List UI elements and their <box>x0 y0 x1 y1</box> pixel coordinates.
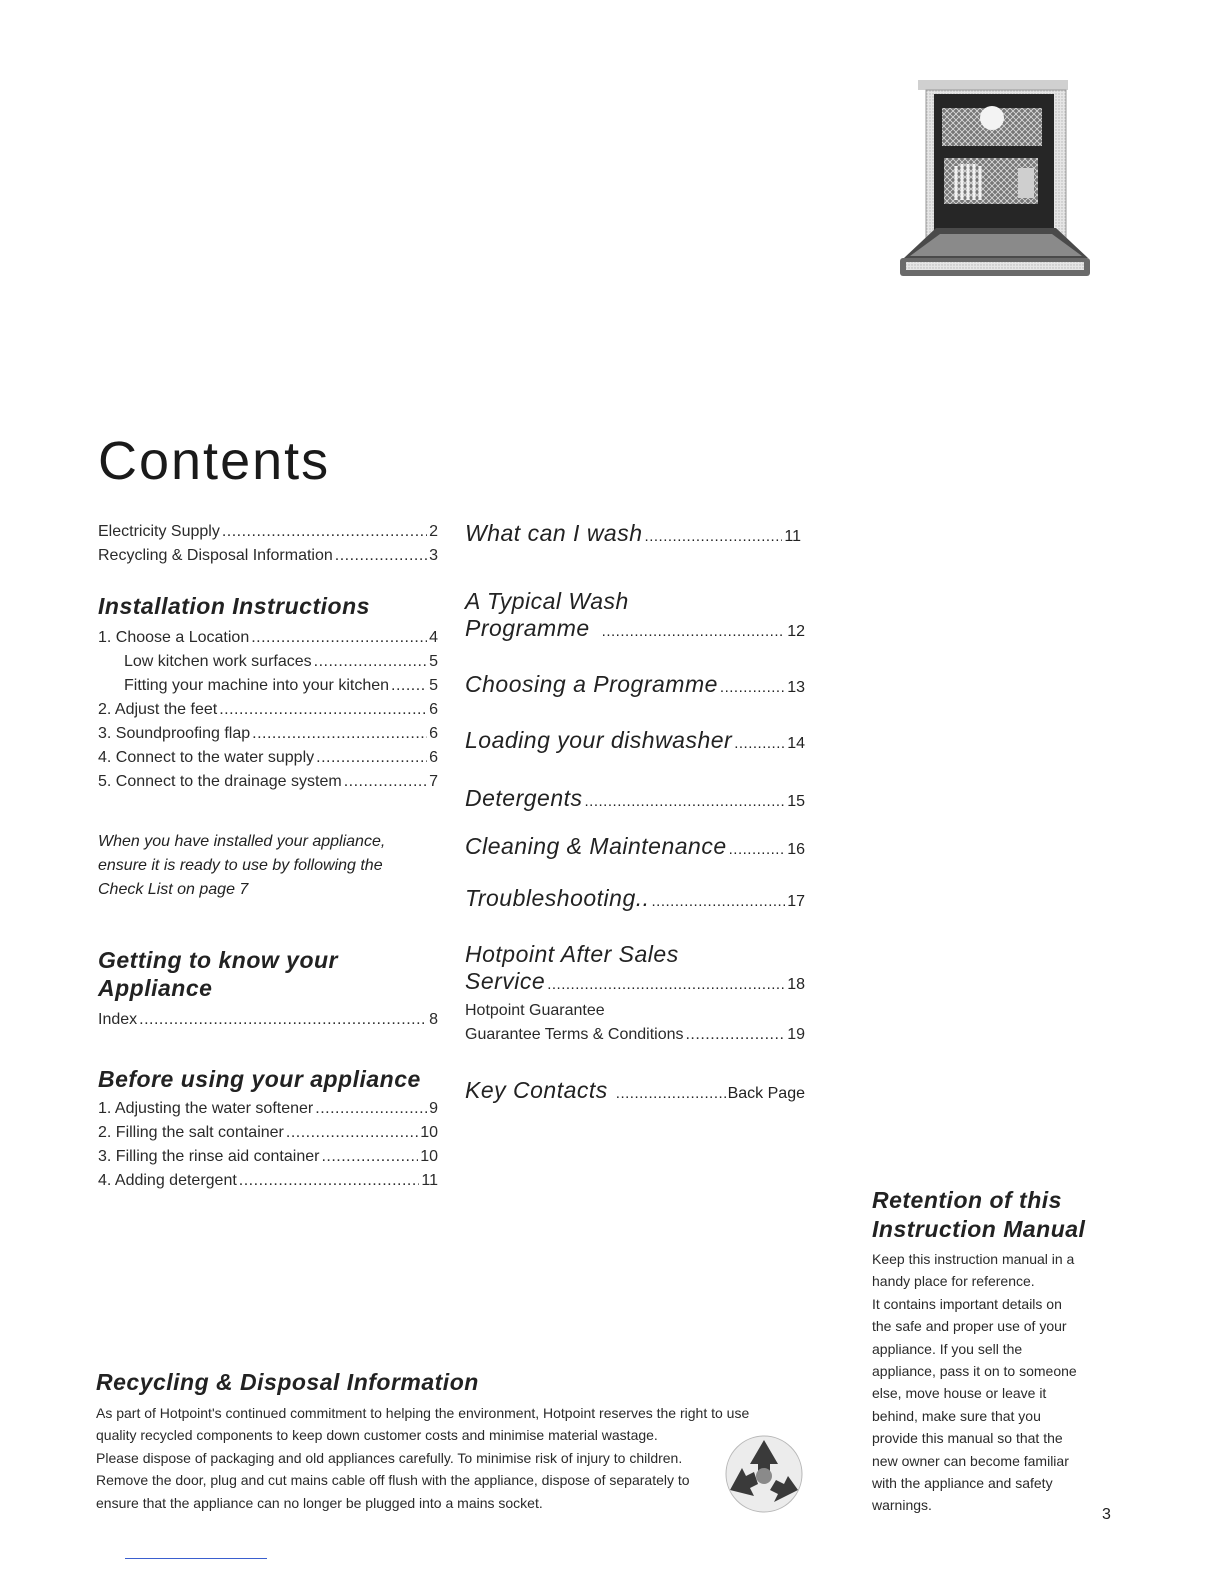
toc-entry-label: Troubleshooting.. <box>465 885 650 911</box>
retention-line: It contains important details on <box>872 1295 1062 1312</box>
toc-entry-label: 3. Filling the rinse aid container <box>98 1148 320 1165</box>
toc-entry-page: 11 <box>421 1172 438 1189</box>
toc-entry-label: Guarantee Terms & Conditions <box>465 1026 684 1043</box>
toc-entry-page: 5 <box>429 677 438 694</box>
toc-entry-label: Service <box>465 968 546 994</box>
dot-leader <box>734 735 785 752</box>
dot-leader <box>219 698 427 722</box>
retention-line: appliance, pass it on to someone <box>872 1363 1077 1380</box>
toc-entry[interactable] <box>98 1145 438 1169</box>
dot-leader <box>729 841 786 858</box>
toc-entry-page: 4 <box>429 629 438 646</box>
toc-entry-page: 14 <box>787 735 805 752</box>
toc-entry-label: Hotpoint Guarantee <box>465 1002 605 1019</box>
toc-subentry-guarantee[interactable] <box>465 999 805 1023</box>
retention-line: with the appliance and safety <box>872 1475 1053 1492</box>
toc-entry-label: Choosing a Programme <box>465 671 718 697</box>
retention-line: appliance. If you sell the <box>872 1340 1023 1357</box>
retention-heading <box>872 1186 1112 1244</box>
getting-heading-line: Appliance <box>98 975 213 1001</box>
before-heading: Before using your appliance <box>98 1066 421 1092</box>
page-title: Contents <box>98 431 331 491</box>
retention-body <box>872 1248 1112 1517</box>
toc-entry-label: Key Contacts <box>465 1077 608 1103</box>
installation-heading: Installation Instructions <box>98 593 370 619</box>
dot-leader <box>652 893 786 910</box>
recycling-line: As part of Hotpoint's continued commitment to helping the environment, Hotpoint reserves the right to use <box>96 1405 750 1421</box>
toc-entry-typical-wash[interactable] <box>465 587 805 642</box>
toc-entry-page: Back Page <box>727 1085 805 1102</box>
toc-entry[interactable] <box>98 1169 438 1193</box>
toc-entry-what-can-i-wash[interactable] <box>465 520 801 547</box>
toc-entry-label: Loading your dishwasher <box>465 727 733 753</box>
toc-entry-electricity[interactable] <box>98 520 438 544</box>
toc-entry-line <box>465 615 805 642</box>
toc-entry-page: 18 <box>787 976 805 993</box>
dot-leader <box>286 1121 418 1145</box>
toc-entry[interactable] <box>98 698 438 722</box>
recycling-section <box>96 1368 796 1514</box>
retention-line: the safe and proper use of your <box>872 1318 1067 1335</box>
toc-entry-label: Index <box>98 1011 138 1028</box>
toc-entry-page: 6 <box>429 701 438 718</box>
getting-heading <box>98 946 438 1002</box>
toc-left-top <box>98 520 438 568</box>
toc-entry-label: A Typical Wash <box>465 588 629 614</box>
toc-entry-key-contacts[interactable] <box>465 1077 805 1104</box>
dot-leader <box>585 793 786 810</box>
retention-line: warnings. <box>872 1497 932 1514</box>
toc-entry-page: 10 <box>420 1124 438 1141</box>
retention-section <box>872 1186 1112 1517</box>
retention-line: handy place for reference. <box>872 1273 1035 1290</box>
recycling-line: Remove the door, plug and cut mains cable off flush with the appliance, dispose of separately to <box>96 1472 690 1489</box>
toc-entry-cleaning[interactable] <box>465 833 805 860</box>
toc-entry-page: 11 <box>784 528 801 545</box>
toc-entry-label: Recycling & Disposal Information <box>98 547 333 564</box>
dot-leader <box>315 1097 427 1121</box>
toc-entry-label: 4. Connect to the water supply <box>98 749 315 766</box>
toc-entry-after-sales[interactable] <box>465 940 805 1047</box>
before-section <box>98 1065 438 1193</box>
toc-entry-loading[interactable] <box>465 727 805 754</box>
toc-entry-page: 7 <box>429 773 438 790</box>
recycling-line: ensure that the appliance can no longer be plugged into a mains socket. <box>96 1494 543 1511</box>
toc-entry-page: 10 <box>420 1148 438 1165</box>
dot-leader <box>321 1145 418 1169</box>
toc-entry-page: 6 <box>429 749 438 766</box>
toc-entry-label: 2. Adjust the feet <box>98 701 218 718</box>
toc-entry[interactable] <box>98 650 438 674</box>
toc-entry-recycling[interactable] <box>98 544 438 568</box>
dot-leader <box>316 746 427 770</box>
recycling-line: quality recycled components to keep down customer costs and minimise material wastage. <box>96 1427 658 1444</box>
toc-entry-label: Low kitchen work surfaces <box>124 653 312 670</box>
install-checklist-note <box>98 830 458 902</box>
toc-entry[interactable] <box>98 746 438 770</box>
toc-entry[interactable] <box>98 674 438 698</box>
installation-section <box>98 592 438 794</box>
toc-entry-page: 15 <box>787 793 805 810</box>
recycling-line: Please dispose of packaging and old appliances carefully. To minimise risk of injury to children. <box>96 1449 683 1466</box>
toc-entry-page: 2 <box>429 523 438 540</box>
dot-leader <box>251 626 427 650</box>
toc-entry[interactable] <box>98 1121 438 1145</box>
toc-entry-label: 3. Soundproofing flap <box>98 725 251 742</box>
dot-leader <box>335 544 427 568</box>
toc-entry-page: 13 <box>787 679 805 696</box>
dot-leader <box>344 770 427 794</box>
dot-leader <box>547 976 785 993</box>
toc-entry-page: 3 <box>429 547 438 564</box>
toc-entry-label: Electricity Supply <box>98 523 220 540</box>
bottom-rule <box>125 1558 267 1559</box>
toc-entry-label: 1. Adjusting the water softener <box>98 1100 314 1117</box>
dot-leader <box>616 1085 726 1102</box>
note-line: ensure it is ready to use by following the <box>98 857 383 874</box>
toc-entry[interactable] <box>98 770 438 794</box>
toc-entry[interactable] <box>98 626 438 650</box>
page-number: 3 <box>1102 1506 1111 1523</box>
dot-leader <box>222 520 427 544</box>
toc-entry[interactable] <box>98 1097 438 1121</box>
dot-leader <box>314 650 427 674</box>
toc-entry-label: Programme <box>465 615 590 641</box>
dot-leader <box>602 623 786 640</box>
getting-heading-line: Getting to know your <box>98 947 338 973</box>
dot-leader <box>252 722 427 746</box>
retention-line: else, move house or leave it <box>872 1385 1047 1402</box>
toc-entry-label: 2. Filling the salt container <box>98 1124 284 1141</box>
toc-entry-page: 12 <box>787 623 805 640</box>
toc-entry-page: 6 <box>429 725 438 742</box>
toc-entry-page: 17 <box>787 893 805 910</box>
toc-entry-page: 8 <box>429 1011 438 1028</box>
toc-entry-detergents[interactable] <box>465 785 805 812</box>
toc-entry-label: What can I wash <box>465 520 643 546</box>
toc-entry-label: Cleaning & Maintenance <box>465 833 727 859</box>
dot-leader <box>685 1023 785 1047</box>
retention-line: provide this manual so that the <box>872 1430 1063 1447</box>
toc-entry-page: 19 <box>787 1026 805 1043</box>
retention-line: new owner can become familiar <box>872 1452 1069 1469</box>
toc-entry-page: 16 <box>787 841 805 858</box>
toc-entry-label: 5. Connect to the drainage system <box>98 773 342 790</box>
note-line: When you have installed your appliance, <box>98 833 386 850</box>
dot-leader <box>391 674 427 698</box>
toc-entry-label: 1. Choose a Location <box>98 629 250 646</box>
toc-entry-choosing[interactable] <box>465 671 805 698</box>
toc-entry-label: Fitting your machine into your kitchen <box>124 677 390 694</box>
toc-entry-label: Detergents <box>465 785 583 811</box>
dot-leader <box>139 1008 427 1032</box>
dot-leader <box>720 679 785 696</box>
note-line: Check List on page 7 <box>98 881 249 898</box>
toc-entry-page: 5 <box>429 653 438 670</box>
toc-entry-index[interactable] <box>98 1008 438 1032</box>
getting-section <box>98 946 438 1032</box>
toc-entry-label: 4. Adding detergent <box>98 1172 237 1189</box>
dot-leader <box>239 1169 420 1193</box>
retention-heading-line: Instruction Manual <box>872 1216 1086 1242</box>
retention-heading-line: Retention of this <box>872 1187 1062 1213</box>
recycling-body <box>96 1402 796 1514</box>
toc-entry-line <box>465 968 805 995</box>
retention-line: Keep this instruction manual in a <box>872 1251 1075 1267</box>
toc-entry-troubleshooting[interactable] <box>465 885 805 912</box>
toc-entry-page: 9 <box>429 1100 438 1117</box>
recycle-icon <box>722 1432 806 1514</box>
toc-entry-label: Hotpoint After Sales <box>465 941 679 967</box>
toc-entry[interactable] <box>98 722 438 746</box>
recycling-heading: Recycling & Disposal Information <box>96 1369 479 1395</box>
toc-subentry-terms[interactable] <box>465 1023 805 1047</box>
dot-leader <box>645 528 783 545</box>
dishwasher-illustration <box>896 78 1092 282</box>
retention-line: behind, make sure that you <box>872 1407 1041 1424</box>
